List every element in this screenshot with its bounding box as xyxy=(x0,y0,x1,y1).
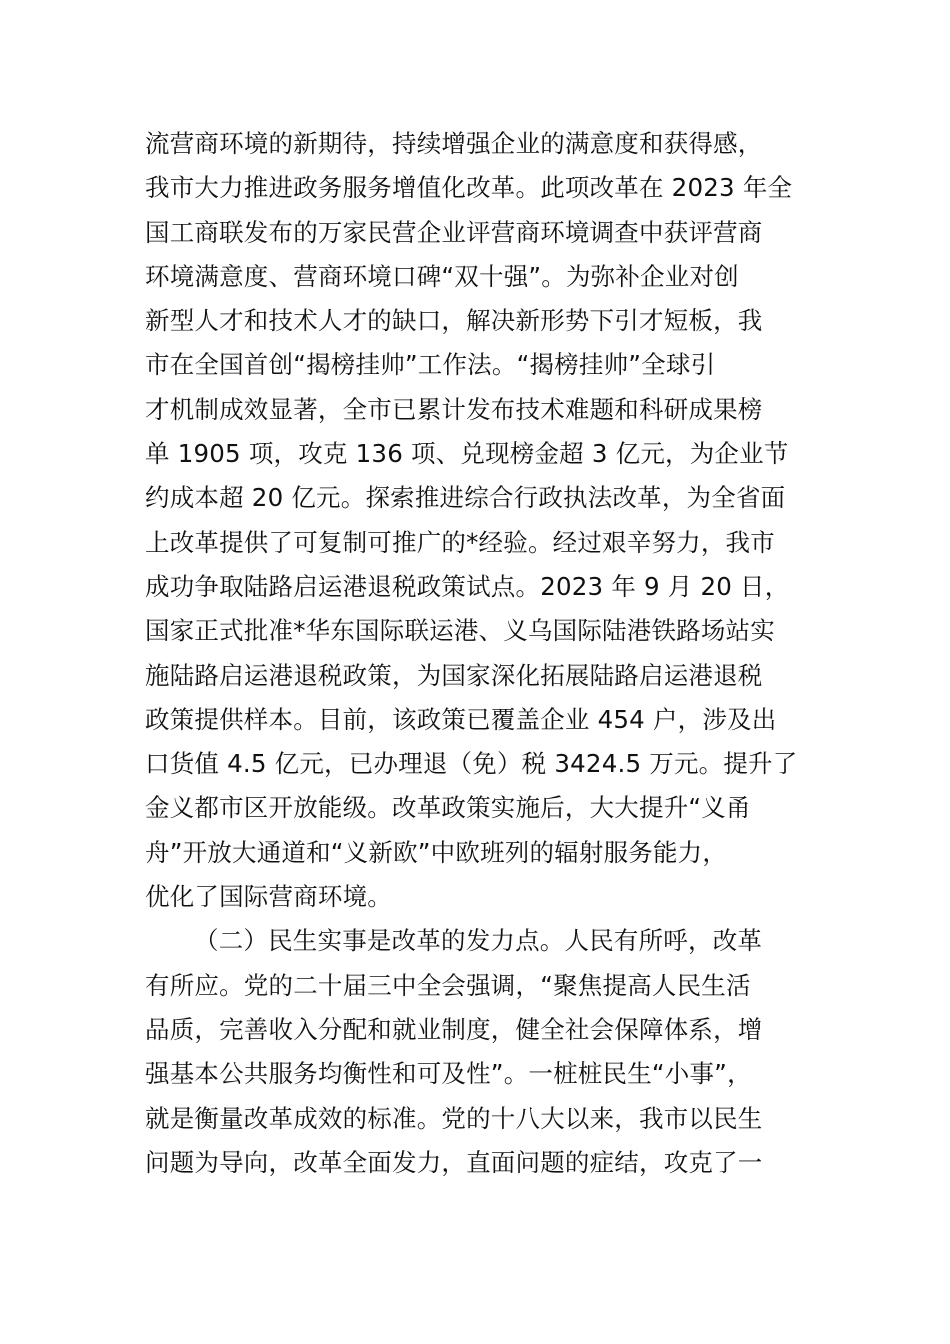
text-line: 强基本公共服务均衡性和可及性”。一桩桩民生“小事”， xyxy=(145,1059,752,1089)
text-line: 舟”开放大通道和“义新欧”中欧班列的辐射服务能力， xyxy=(145,837,728,867)
text-line: 市在全国首创“揭榜挂帅”工作法。“揭榜挂帅”全球引 xyxy=(145,350,716,380)
body-text xyxy=(145,122,825,1185)
text-line: 政策提供样本。目前，该政策已覆盖企业 454 户，涉及出 xyxy=(145,704,777,734)
text-line: 国家正式批准*华东国际联运港、义乌国际陆港铁路场站实 xyxy=(145,616,775,646)
text-line: 流营商环境的新期待，持续增强企业的满意度和获得感， xyxy=(145,129,763,158)
text-line: 单 1905 项，攻克 136 项、兑现榜金超 3 亿元，为企业节 xyxy=(145,439,789,469)
text-line: 有所应。党的二十届三中全会强调，“聚焦提高人民生活 xyxy=(145,970,751,1000)
section-heading-line: （二）民生实事是改革的发力点。人民有所呼，改革 xyxy=(194,926,763,956)
text-line: 新型人才和技术人才的缺口，解决新形势下引才短板，我 xyxy=(145,306,763,336)
text-line: 上改革提供了可复制可推广的*经验。经过艰辛努力，我市 xyxy=(145,527,775,557)
text-line: 约成本超 20 亿元。探索推进综合行政执法改革，为全省面 xyxy=(145,483,786,513)
text-line: 才机制成效显著，全市已累计发布技术难题和科研成果榜 xyxy=(145,394,763,424)
text-line: 就是衡量改革成效的标准。党的十八大以来，我市以民生 xyxy=(145,1103,763,1133)
text-line: 口货值 4.5 亿元，已办理退（免）税 3424.5 万元。提升了 xyxy=(145,749,798,779)
text-line: 问题为导向，改革全面发力，直面问题的症结，攻克了一 xyxy=(145,1147,763,1177)
text-line: 成功争取陆路启运港退税政策试点。2023 年 9 月 20 日， xyxy=(145,571,790,601)
text-line: 国工商联发布的万家民营企业评营商环境调查中获评营商 xyxy=(145,217,763,247)
text-line: 我市大力推进政务服务增值化改革。此项改革在 2023 年全 xyxy=(145,173,793,203)
text-line: 金义都市区开放能级。改革政策实施后，大大提升“义甬 xyxy=(145,793,751,823)
text-line: 品质，完善收入分配和就业制度，健全社会保障体系，增 xyxy=(145,1014,763,1044)
text-line: 施陆路启运港退税政策，为国家深化拓展陆路启运港退税 xyxy=(145,660,763,690)
text-line: 优化了国际营商环境。 xyxy=(145,882,392,912)
text-line: 环境满意度、营商环境口碑“双十强”。为弥补企业对创 xyxy=(145,261,739,291)
